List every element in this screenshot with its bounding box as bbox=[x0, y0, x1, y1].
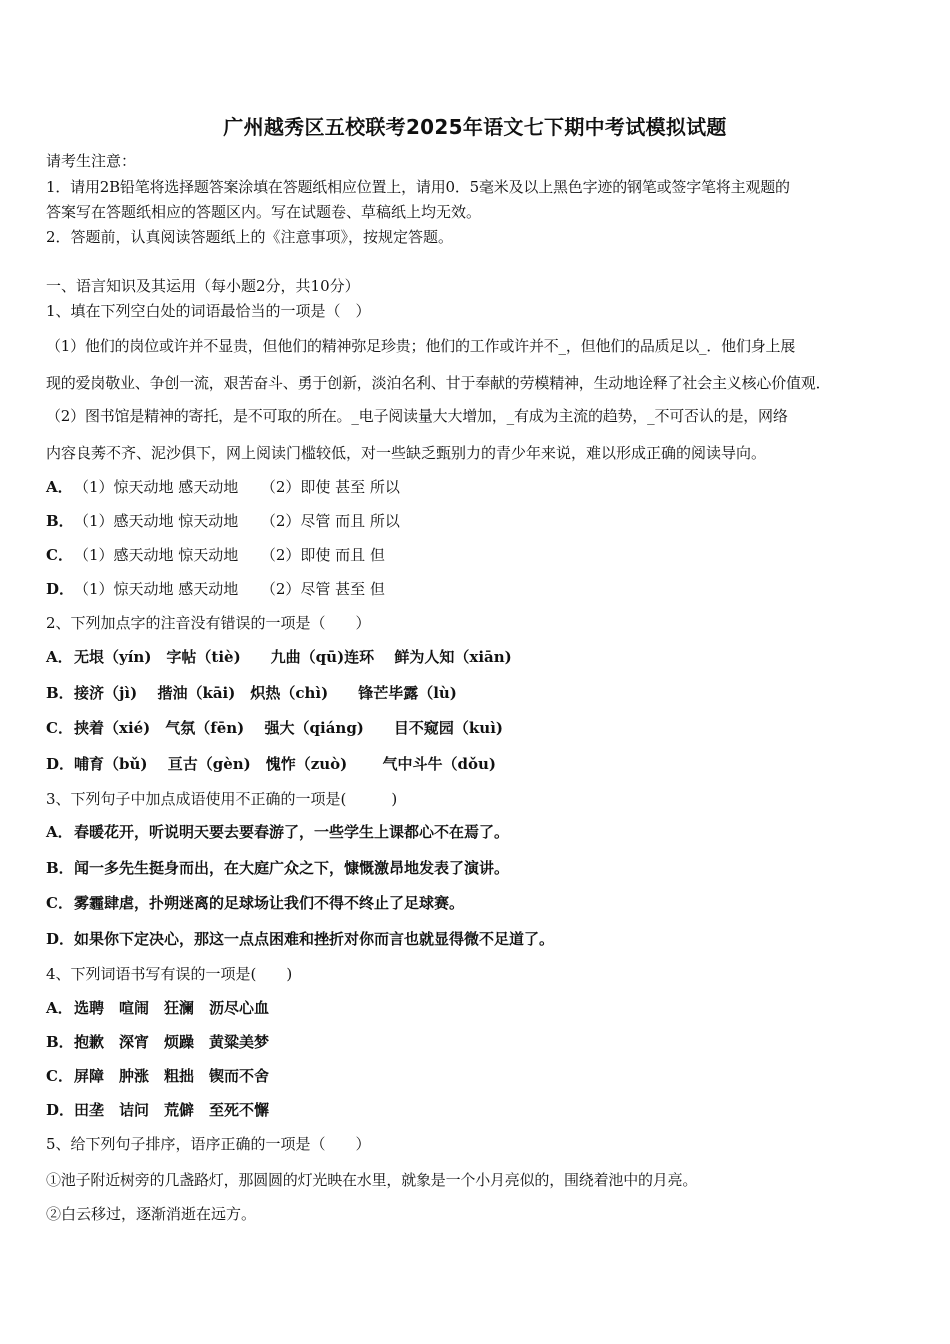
option-text: 雾霾肆虐，扑朔迷离的足球场让我们不得不终止了足球赛。 bbox=[74, 894, 465, 912]
question-1-option bbox=[46, 545, 385, 565]
question-3-option bbox=[46, 893, 464, 913]
notice-item-1-line-1: 1．请用2B铅笔将选择题答案涂填在答题纸相应位置上，请用0．5毫米及以上黑色字迹的钢笔或签字笔将主观题的 bbox=[46, 178, 790, 196]
option-text: 闻一多先生挺身而出，在大庭广众之下，慷慨激昂地发表了演讲。 bbox=[74, 859, 510, 877]
question-4-option bbox=[46, 998, 269, 1018]
question-1-passage-2-line-2: 内容良莠不齐、泥沙俱下，网上阅读门槛较低，对一些缺乏甄别力的青少年来说，难以形成正确的阅读导向。 bbox=[46, 444, 767, 462]
option-label: D． bbox=[46, 580, 75, 598]
option-text: （1）惊天动地 感天动地 （2）即使 甚至 所以 bbox=[74, 478, 400, 496]
question-4-option bbox=[46, 1066, 269, 1086]
option-text: 田垄 诘问 荒僻 至死不懈 bbox=[74, 1101, 270, 1119]
question-5-stem: 5、给下列句子排序，语序正确的一项是（ ） bbox=[46, 1135, 371, 1153]
notice-item-2: 2．答题前，认真阅读答题纸上的《注意事项》，按规定答题。 bbox=[46, 228, 454, 246]
option-label: C． bbox=[46, 719, 73, 737]
option-text: 挟着（xié) 气氛（fēn) 强大（qiáng) 目不窥园（kuì) bbox=[74, 719, 503, 737]
option-label: A． bbox=[46, 648, 73, 666]
option-label: A． bbox=[46, 478, 73, 496]
question-2-option bbox=[46, 754, 496, 774]
option-label: B． bbox=[46, 859, 74, 877]
option-text: 抱歉 深宵 烦躁 黄粱美梦 bbox=[74, 1033, 270, 1051]
question-4-stem: 4、下列词语书写有误的一项是( ) bbox=[46, 965, 293, 983]
question-1-option bbox=[46, 477, 400, 497]
option-label: D． bbox=[46, 930, 75, 948]
question-2-option bbox=[46, 647, 512, 667]
question-5-sentence-2: ②白云移过，逐渐消逝在远方。 bbox=[46, 1205, 257, 1223]
option-label: C． bbox=[46, 894, 73, 912]
option-text: 选聘 喧闹 狂澜 沥尽心血 bbox=[74, 999, 270, 1017]
option-text: （1）感天动地 惊天动地 （2）尽管 而且 所以 bbox=[74, 512, 400, 530]
question-4-option bbox=[46, 1100, 269, 1120]
option-text: 哺育（bǔ) 亘古（gèn) 愧怍（zuò) 气中斗牛（dǒu) bbox=[74, 755, 496, 773]
question-1-stem: 1、填在下列空白处的词语最恰当的一项是（ ） bbox=[46, 302, 371, 320]
question-1-option bbox=[46, 511, 400, 531]
option-text: 接济（jì) 揩油（kāi) 炽热（chì) 锋芒毕露（lù) bbox=[74, 684, 457, 702]
question-2-option bbox=[46, 683, 457, 703]
option-text: （1）惊天动地 感天动地 （2）尽管 甚至 但 bbox=[74, 580, 385, 598]
option-label: C． bbox=[46, 546, 73, 564]
page-title: 广州越秀区五校联考2025年语文七下期中考试模拟试题 bbox=[223, 115, 727, 139]
option-text: （1）感天动地 惊天动地 （2）即使 而且 但 bbox=[74, 546, 385, 564]
question-3-option bbox=[46, 929, 554, 949]
option-text: 如果你下定决心，那这一点点困难和挫折对你而言也就显得微不足道了。 bbox=[74, 930, 555, 948]
option-label: B． bbox=[46, 1033, 74, 1051]
option-label: C． bbox=[46, 1067, 73, 1085]
question-4-option bbox=[46, 1032, 269, 1052]
question-1-option bbox=[46, 579, 385, 599]
option-label: D． bbox=[46, 755, 75, 773]
option-text: 无垠（yín) 字帖（tiè) 九曲（qū)连环 鲜为人知（xiān) bbox=[74, 648, 512, 666]
option-text: 春暖花开，听说明天要去要春游了，一些学生上课都心不在焉了。 bbox=[74, 823, 510, 841]
option-label: A． bbox=[46, 823, 73, 841]
question-1-passage-1-line-2: 现的爱岗敬业、争创一流，艰苦奋斗、勇于创新，淡泊名利、甘于奉献的劳模精神，生动地诠释了社会主义核心价值观． bbox=[46, 374, 831, 392]
question-3-stem: 3、下列句子中加点成语使用不正确的一项是( ) bbox=[46, 790, 398, 808]
notice-item-1-line-2: 答案写在答题纸相应的答题区内。写在试题卷、草稿纸上均无效。 bbox=[46, 203, 482, 221]
option-text: 屏障 肿涨 粗拙 锲而不舍 bbox=[74, 1067, 270, 1085]
question-2-stem: 2、下列加点字的注音没有错误的一项是（ ） bbox=[46, 614, 371, 632]
question-3-option bbox=[46, 858, 509, 878]
option-label: B． bbox=[46, 684, 74, 702]
question-3-option bbox=[46, 822, 509, 842]
notice-heading: 请考生注意： bbox=[46, 152, 137, 170]
option-label: D． bbox=[46, 1101, 75, 1119]
question-1-passage-2-line-1: （2）图书馆是精神的寄托，是不可取的所在。_电子阅读量大大增加，_有成为主流的趋势，_不可否认的是，网络 bbox=[46, 407, 788, 425]
question-5-sentence-1: ①池子附近树旁的几盏路灯，那圆圆的灯光映在水里，就象是一个小月亮似的，围绕着池中的月亮。 bbox=[46, 1171, 698, 1189]
question-2-option bbox=[46, 718, 503, 738]
section-heading: 一、语言知识及其运用（每小题2分，共10分） bbox=[46, 277, 360, 295]
option-label: A． bbox=[46, 999, 73, 1017]
question-1-passage-1-line-1: （1）他们的岗位或许并不显贵，但他们的精神弥足珍贵；他们的工作或许并不_，但他们的品质足以_．他们身上展 bbox=[46, 337, 796, 355]
option-label: B． bbox=[46, 512, 74, 530]
